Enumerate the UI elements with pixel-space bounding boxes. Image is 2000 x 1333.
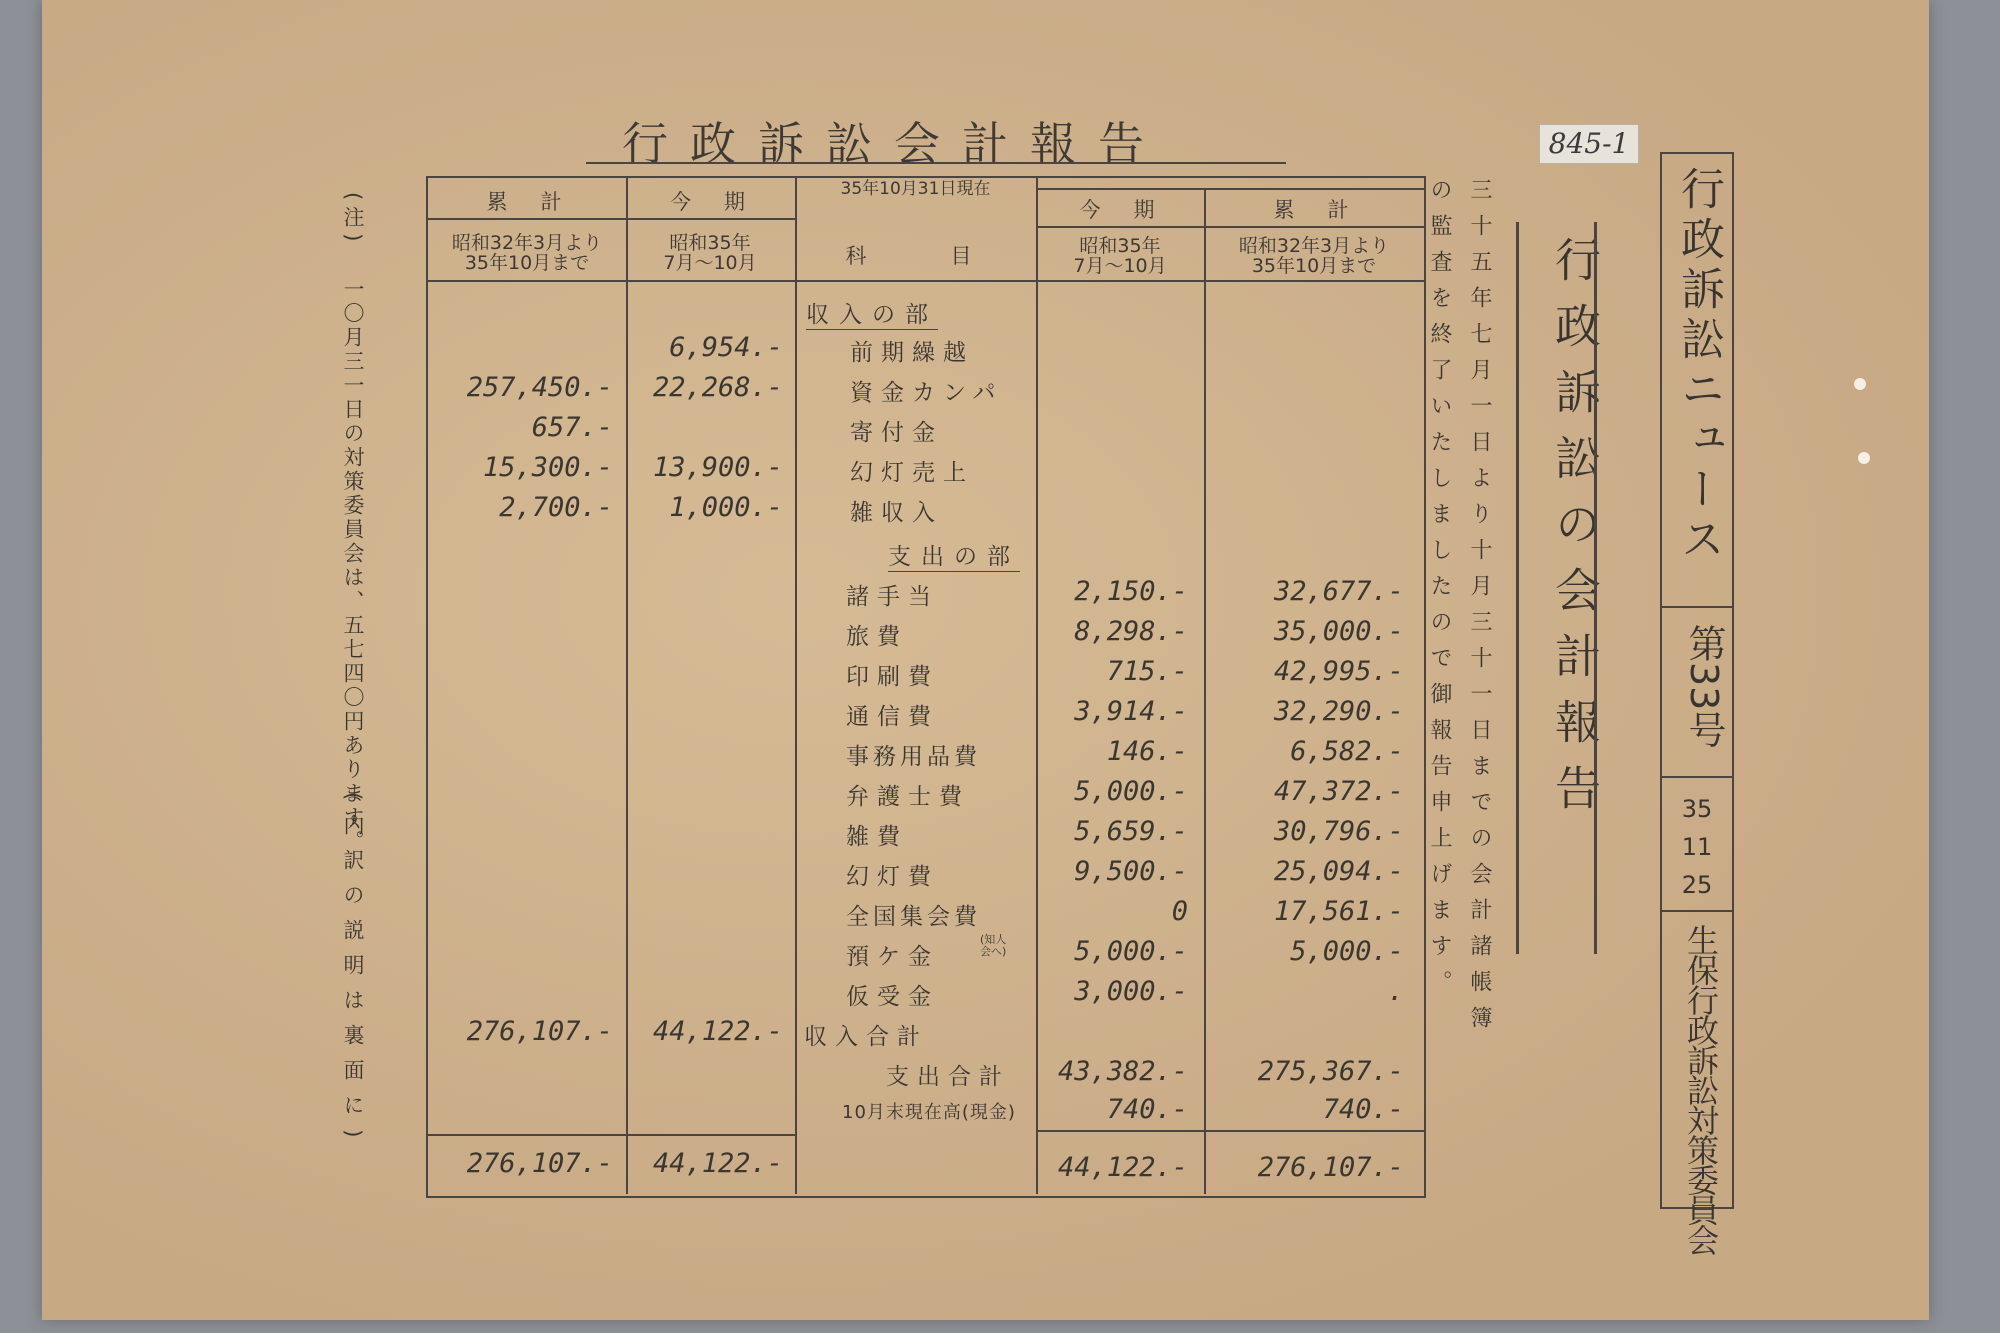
income-total-label: 収入合計 [804, 1024, 928, 1050]
expense-period-value: 715.- [1106, 656, 1188, 687]
income-cumulative-value: 257,450.- [466, 372, 613, 403]
header-item: 科 目 [845, 244, 986, 268]
expense-period-value: 5,659.- [1074, 816, 1188, 847]
side-title-rule-left [1516, 222, 1519, 954]
grand-total-left-cumulative: 276,107.- [466, 1148, 613, 1179]
catalog-tag: 845-1 [1539, 124, 1639, 164]
header-rule [428, 280, 1424, 282]
grand-total-left-period: 44,122.- [652, 1148, 783, 1179]
item-label: 旅費 [846, 624, 908, 650]
expense-cumulative-value: 32,290.- [1273, 696, 1404, 727]
header-rule [1036, 226, 1424, 228]
expense-period-value: 146.- [1106, 736, 1188, 767]
expense-total-period: 43,382.- [1057, 1056, 1188, 1087]
income-cumulative-value: 15,300.- [482, 452, 613, 483]
header-rule [428, 218, 795, 220]
deposit-note: (知人 会へ) [980, 933, 1007, 958]
cash-balance-period: 740.- [1106, 1094, 1188, 1125]
income-period-value: 22,268.- [652, 372, 783, 403]
expense-section-label: 支出の部 [888, 538, 1020, 572]
header-period-right: 今 期 [1079, 198, 1161, 222]
income-total-period: 44,122.- [652, 1016, 783, 1047]
header-period-range-right: 昭和35年 7月～10月 [1073, 235, 1167, 277]
expense-cumulative-value: 6,582.- [1290, 736, 1404, 767]
item-label: 雑費 [846, 824, 908, 850]
header-period-range: 昭和35年 7月～10月 [663, 232, 757, 274]
item-label: 幻灯費 [846, 864, 939, 890]
expense-period-value: 3,914.- [1074, 696, 1188, 727]
expense-cumulative-value: 5,000.- [1290, 936, 1404, 967]
newsletter-masthead [1660, 152, 1734, 1254]
side-title-rule-right [1594, 222, 1597, 954]
report-title: 行政訴訟会計報告 [622, 117, 1166, 171]
expense-cumulative-value: 42,995.- [1273, 656, 1404, 687]
total-rule [428, 1134, 795, 1136]
income-cumulative-value: 657.- [531, 412, 613, 443]
item-label: 通信費 [846, 704, 939, 730]
masthead-divider [1662, 776, 1732, 778]
item-label: 仮受金 [846, 984, 939, 1010]
masthead-divider [1662, 606, 1732, 608]
income-total-cumulative: 276,107.- [466, 1016, 613, 1047]
expense-cumulative-value: 35,000.- [1273, 616, 1404, 647]
item-label: 幻灯売上 [850, 460, 974, 486]
expense-period-value: 9,500.- [1074, 856, 1188, 887]
masthead-title: 行政訴訟ニュース [1673, 166, 1724, 566]
header-period: 今 期 [670, 190, 751, 214]
document-paper [42, 0, 1929, 1320]
item-label: 諸手当 [846, 584, 939, 610]
issue-number: 第33号 [1682, 624, 1726, 749]
expense-period-value: 5,000.- [1074, 936, 1188, 967]
as-of-date: 35年10月31日現在 [840, 179, 991, 199]
grand-total-right-period: 44,122.- [1057, 1152, 1188, 1183]
expense-total-label: 支出合計 [886, 1064, 1010, 1090]
income-period-value: 1,000.- [669, 492, 783, 523]
col-divider [1204, 188, 1206, 1194]
expense-cumulative-value: 47,372.- [1273, 776, 1404, 807]
item-label: 寄付金 [850, 420, 943, 446]
accounts-table [426, 176, 1426, 1198]
note-reference: (内訳の説明は裏面に) [341, 792, 365, 1152]
income-period-value: 6,954.- [669, 332, 783, 363]
item-label: 印刷費 [846, 664, 939, 690]
paper-hole [1854, 378, 1866, 390]
note-label: (注) [341, 192, 365, 248]
col-divider [795, 178, 797, 1194]
publisher: 生保行政訴訟対策委員会 [1682, 924, 1720, 1254]
audit-statement-line1: 三十五年七月一日より十月三十一日までの会計諸帳簿 [1467, 178, 1492, 1042]
note-text: 一〇月三一日の対策委員会は、五七四〇円あります。 [341, 278, 365, 854]
expense-cumulative-value: . [1387, 976, 1404, 1007]
item-label: 事務用品費 [846, 744, 981, 770]
grand-total-right-cumulative: 276,107.- [1257, 1152, 1404, 1183]
expense-cumulative-value: 32,677.- [1273, 576, 1404, 607]
item-label: 弁護士費 [846, 784, 970, 810]
side-title: 行政訴訟の会計報告 [1548, 236, 1602, 830]
total-rule [1036, 1130, 1424, 1132]
masthead-divider [1662, 910, 1732, 912]
paper-hole [1858, 452, 1870, 464]
expense-period-value: 0 [1171, 896, 1188, 927]
audit-statement-line2: の監査を終了いたしましたので御報告申上げます。 [1427, 178, 1452, 1006]
expense-period-value: 3,000.- [1074, 976, 1188, 1007]
income-section-label: 収入の部 [806, 296, 938, 330]
expense-period-value: 8,298.- [1074, 616, 1188, 647]
col-divider [1036, 178, 1038, 1194]
header-cumulative-range-right: 昭和32年3月より 35年10月まで [1238, 235, 1390, 277]
expense-cumulative-value: 30,796.- [1273, 816, 1404, 847]
header-rule [1036, 188, 1424, 190]
expense-cumulative-value: 25,094.- [1273, 856, 1404, 887]
issue-date: 35 11 25 [1681, 795, 1713, 899]
item-label: 全国集会費 [846, 904, 981, 930]
header-cumulative: 累 計 [486, 190, 568, 214]
header-cumulative-right: 累 計 [1273, 198, 1355, 222]
income-period-value: 13,900.- [652, 452, 783, 483]
item-label: 資金カンパ [850, 380, 1004, 406]
col-divider [626, 178, 628, 1194]
item-label: 前期繰越 [850, 340, 974, 366]
title-underline [586, 162, 1286, 164]
expense-period-value: 5,000.- [1074, 776, 1188, 807]
expense-total-cumulative: 275,367.- [1257, 1056, 1404, 1087]
expense-period-value: 2,150.- [1074, 576, 1188, 607]
cash-balance-label: 10月末現在高(現金) [842, 1102, 1016, 1123]
cash-balance-cumulative: 740.- [1322, 1094, 1404, 1125]
item-label: 預ケ金 [846, 944, 939, 970]
income-cumulative-value: 2,700.- [499, 492, 613, 523]
header-cumulative-range: 昭和32年3月より 35年10月まで [451, 232, 603, 274]
item-label: 雑収入 [850, 500, 943, 526]
expense-cumulative-value: 17,561.- [1273, 896, 1404, 927]
